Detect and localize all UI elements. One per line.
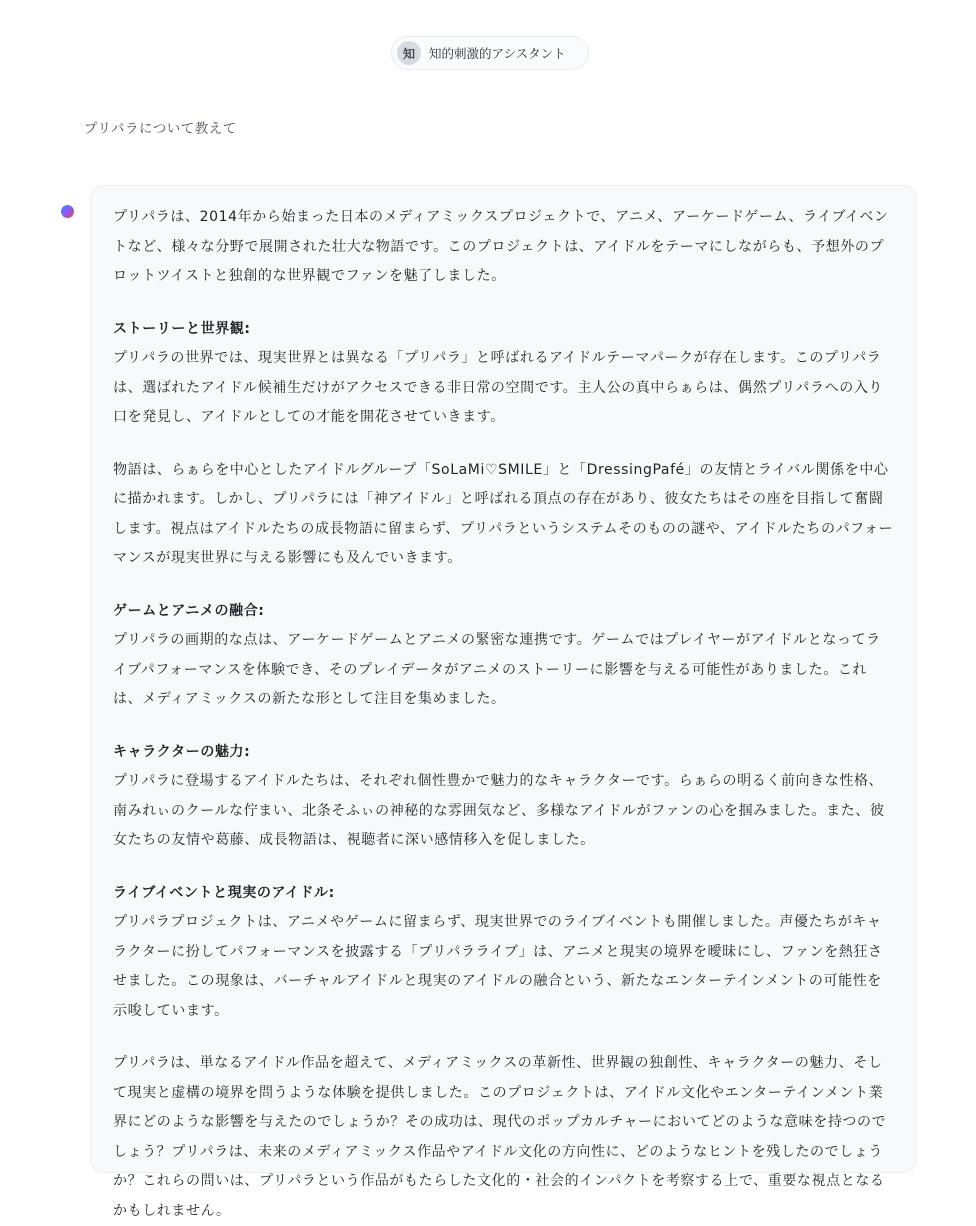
section-body: プリパラの画期的な点は、アーケードゲームとアニメの緊密な連携です。ゲームではプレイヤーがアイドルとなってライブパフォーマンスを体験でき、そのプレイデータがアニメのストーリーに影響を与える可能性がありました。これは、メディアミックスの新たな形として注目を集めました。	[113, 632, 881, 707]
section-heading: ゲームとアニメの融合:	[113, 602, 265, 619]
answer-section-story	[113, 315, 894, 433]
section-body: プリパラの世界では、現実世界とは異なる「プリパラ」と呼ばれるアイドルテーマパークが存在します。このプリパラは、選ばれたアイドル候補生だけがアクセスできる非日常の空間です。主人公の真中らぁらは、偶然プリパラへの入り口を発見し、アイドルとしての才能を開花させていきます。	[113, 350, 884, 425]
section-heading: キャラクターの魅力:	[113, 743, 251, 760]
answer-section-live-events	[113, 879, 894, 1027]
section-body: プリパラプロジェクトは、アニメやゲームに留まらず、現実世界でのライブイベントも開催しました。声優たちがキャラクターに扮してパフォーマンスを披露する「プリパラライブ」は、アニメと現実の境界を曖昧にし、ファンを熱狂させました。この現象は、バーチャルアイドルと現実のアイドルの融合という、新たなエンターテインメントの可能性を示唆しています。	[113, 914, 883, 1019]
bot-name: 知的刺激的アシスタント	[429, 46, 566, 61]
section-heading: ストーリーと世界観:	[113, 320, 251, 337]
section-heading: ライブイベントと現実のアイドル:	[113, 884, 335, 901]
bot-avatar: 知	[397, 41, 421, 65]
section-body: プリパラに登場するアイドルたちは、それぞれ個性豊かで魅力的なキャラクターです。らぁらの明るく前向きな性格、南みれぃのクールな佇まい、北条そふぃの神秘的な雰囲気など、多様なアイドルがファンの心を掴みました。また、彼女たちの友情や葛藤、成長物語は、視聴者に深い感情移入を促しました。	[113, 773, 885, 848]
answer-section-characters	[113, 738, 894, 856]
answer-section-game-anime	[113, 597, 894, 715]
assistant-avatar-icon	[61, 205, 74, 218]
answer-intro: プリパラは、2014年から始まった日本のメディアミックスプロジェクトで、アニメ、アーケードゲーム、ライブイベントなど、様々な分野で展開された壮大な物語です。このプロジェクトは、アイドルをテーマにしながらも、予想外のプロットツイストと独創的な世界観でファンを魅了しました。	[113, 209, 889, 284]
user-message: プリパラについて教えて	[84, 121, 237, 137]
answer-section-story-continued: 物語は、らぁらを中心としたアイドルグループ「SoLaMi♡SMILE」と「DressingPafé」の友情とライバル関係を中心に描かれます。しかし、プリパラには「神アイドル」と呼ばれる頂点の存在があり、彼女たちはその座を目指して奮闘します。視点はアイドルたちの成長物語に留まらず、プリパラというシステムそのものの謎や、アイドルたちのパフォーマンスが現実世界に与える影響にも及んでいきます。	[113, 461, 894, 566]
assistant-message	[90, 185, 917, 1219]
bot-name-chip[interactable]	[391, 36, 589, 70]
answer-conclusion: プリパラは、単なるアイドル作品を超えて、メディアミックスの革新性、世界観の独創性、キャラクターの魅力、そして現実と虚構の境界を問うような体験を提供しました。このプロジェクトは、アイドル文化やエンターテインメント業界にどのような影響を与えたのでしょうか？その成功は、現代のポップカルチャーにおいてどのような意味を持つのでしょう？プリパラは、未来のメディアミックス作品やアイドル文化の方向性に、どのようなヒントを残したのでしょうか？これらの問いは、プリパラという作品がもたらした文化的・社会的インパクトを考察する上で、重要な視点となるかもしれません。	[113, 1055, 887, 1219]
